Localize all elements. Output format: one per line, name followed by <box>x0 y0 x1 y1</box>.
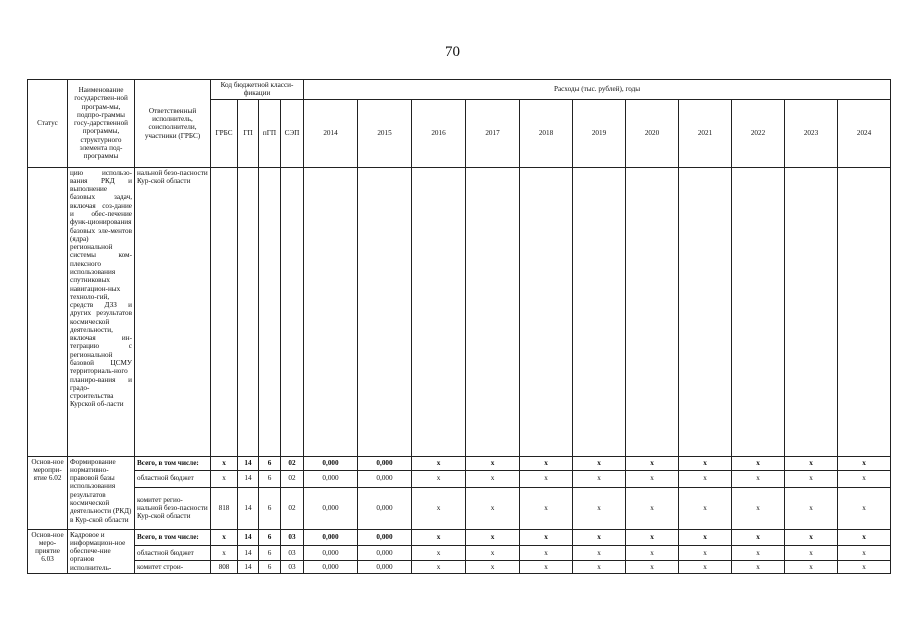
header-code-2: пГП <box>259 99 281 167</box>
row-executor: областной бюджет <box>135 545 211 560</box>
header-year-2014: 2014 <box>304 99 358 167</box>
cell-y2016: x <box>412 456 466 470</box>
event-status: Основ-ное меропри-ятие 6.02 <box>28 456 68 529</box>
cell-y2018: x <box>520 529 573 545</box>
cell-y2024: x <box>838 560 891 573</box>
cell-y2015: 0,000 <box>358 456 412 470</box>
cell-y2024: x <box>838 487 891 529</box>
cell-sep: 03 <box>281 529 304 545</box>
table-row <box>28 456 891 470</box>
cell-y2021: x <box>679 470 732 487</box>
cell-gp: 14 <box>238 529 259 545</box>
row-executor: Всего, в том числе: <box>135 456 211 470</box>
cell-gp: 14 <box>238 456 259 470</box>
header-year-2021: 2021 <box>679 99 732 167</box>
cell-y2019: x <box>573 456 626 470</box>
cell-y2020: x <box>626 487 679 529</box>
header-code-1: ГП <box>238 99 259 167</box>
cell-pgp: 6 <box>259 529 281 545</box>
cell-y2014: 0,000 <box>304 487 358 529</box>
cell-y2022: x <box>732 529 785 545</box>
cell-grbs: x <box>211 456 238 470</box>
cell-y2016: x <box>412 545 466 560</box>
cell-y2023: x <box>785 470 838 487</box>
cell-y2014: 0,000 <box>304 560 358 573</box>
header-year-2015: 2015 <box>358 99 412 167</box>
cell-y2018: x <box>520 470 573 487</box>
cell-y2014: 0,000 <box>304 456 358 470</box>
cell-y2014: 0,000 <box>304 529 358 545</box>
cell-y2020: x <box>626 456 679 470</box>
cell-gp: 14 <box>238 560 259 573</box>
cell-y2016: x <box>412 560 466 573</box>
cell-y2019: x <box>573 560 626 573</box>
cell-y2017: x <box>466 456 520 470</box>
cell-gp: 14 <box>238 545 259 560</box>
continuation-executor: нальной безо-пасности Кур-ской области <box>135 167 211 456</box>
cell-y2021: x <box>679 529 732 545</box>
cell-y2024: x <box>838 470 891 487</box>
cell-y2018: x <box>520 487 573 529</box>
cell-y2023: x <box>785 560 838 573</box>
cell-y2019: x <box>573 487 626 529</box>
header-year-2024: 2024 <box>838 99 891 167</box>
cell-y2019: x <box>573 529 626 545</box>
cell-sep: 02 <box>281 487 304 529</box>
cell-y2017: x <box>466 487 520 529</box>
cell-y2015: 0,000 <box>358 487 412 529</box>
cell-y2015: 0,000 <box>358 529 412 545</box>
cell-y2014: 0,000 <box>304 470 358 487</box>
header-name: Наименование государствен-ной програм-мы, подпро-граммы госу-дарственной программы, структурного элемента под-программы <box>68 80 135 168</box>
cell-y2018: x <box>520 545 573 560</box>
row-executor: Всего, в том числе: <box>135 529 211 545</box>
table-row <box>28 529 891 545</box>
row-executor: комитет регио-нальной безо-пасности Кур-ской области <box>135 487 211 529</box>
event-status: Основ-ное меро-приятие 6.03 <box>28 529 68 573</box>
cell-y2022: x <box>732 560 785 573</box>
cell-sep: 02 <box>281 470 304 487</box>
cell-grbs: 818 <box>211 487 238 529</box>
cell-y2022: x <box>732 487 785 529</box>
continuation-name: цию использо-вания РКД и выполнение базовых задач, включая соз-дание и обес-печение функ-ционирования базовых эле-ментов (ядра) региональной системы ком-плексного использования спутниковых навигацион-ных техноло-гий, средств ДЗЗ и других результатов космической деятельности, включая ин-теграцию с региональной базовой ЦСМУ территориаль-ного планиро-вания и градо-строительства Курской об-ласти <box>68 167 135 456</box>
table-row <box>28 560 891 573</box>
cell-y2016: x <box>412 470 466 487</box>
header-year-2020: 2020 <box>626 99 679 167</box>
budget-table <box>27 79 891 574</box>
cell-grbs: x <box>211 545 238 560</box>
cell-y2022: x <box>732 470 785 487</box>
cell-y2017: x <box>466 470 520 487</box>
table-row <box>28 545 891 560</box>
cell-y2021: x <box>679 456 732 470</box>
cell-y2017: x <box>466 529 520 545</box>
table-row <box>28 487 891 529</box>
cell-grbs: 808 <box>211 560 238 573</box>
cell-grbs: x <box>211 470 238 487</box>
row-executor: комитет строи- <box>135 560 211 573</box>
cell-y2023: x <box>785 545 838 560</box>
cell-y2020: x <box>626 529 679 545</box>
row-executor: областной бюджет <box>135 470 211 487</box>
cell-y2018: x <box>520 560 573 573</box>
header-year-2016: 2016 <box>412 99 466 167</box>
cell-y2021: x <box>679 560 732 573</box>
cell-y2020: x <box>626 545 679 560</box>
cell-y2017: x <box>466 545 520 560</box>
cell-y2024: x <box>838 456 891 470</box>
cell-y2015: 0,000 <box>358 470 412 487</box>
header-year-2018: 2018 <box>520 99 573 167</box>
cell-y2024: x <box>838 529 891 545</box>
cell-y2023: x <box>785 529 838 545</box>
cell-y2014: 0,000 <box>304 545 358 560</box>
header-code-0: ГРБС <box>211 99 238 167</box>
header-year-2022: 2022 <box>732 99 785 167</box>
cell-y2019: x <box>573 470 626 487</box>
cell-sep: 03 <box>281 560 304 573</box>
cell-y2018: x <box>520 456 573 470</box>
cell-sep: 03 <box>281 545 304 560</box>
header-status: Статус <box>28 80 68 168</box>
cell-pgp: 6 <box>259 560 281 573</box>
cell-y2016: x <box>412 529 466 545</box>
cell-y2020: x <box>626 560 679 573</box>
cell-pgp: 6 <box>259 487 281 529</box>
cell-y2015: 0,000 <box>358 560 412 573</box>
cell-y2024: x <box>838 545 891 560</box>
table-row <box>28 470 891 487</box>
cell-pgp: 6 <box>259 470 281 487</box>
cell-y2023: x <box>785 456 838 470</box>
cell-y2023: x <box>785 487 838 529</box>
header-year-2017: 2017 <box>466 99 520 167</box>
cell-pgp: 6 <box>259 545 281 560</box>
header-expenses-group: Расходы (тыс. рублей), годы <box>304 80 891 100</box>
cell-y2021: x <box>679 487 732 529</box>
cell-y2017: x <box>466 560 520 573</box>
header-code-3: СЭП <box>281 99 304 167</box>
page-number: 70 <box>445 44 460 60</box>
event-name: Формирование нормативно-правовой базы использования результатов космической деятельности (РКД) в Кур-ской области <box>68 456 135 529</box>
event-name: Кадровое и информацион-ное обеспече-ние органов исполнитель- <box>68 529 135 573</box>
cell-y2020: x <box>626 470 679 487</box>
cell-sep: 02 <box>281 456 304 470</box>
cell-y2022: x <box>732 456 785 470</box>
cell-grbs: x <box>211 529 238 545</box>
continuation-status <box>28 167 68 456</box>
cell-y2021: x <box>679 545 732 560</box>
header-executor: Ответственный исполнитель, соисполнители, участники (ГРБС) <box>135 80 211 168</box>
header-year-2023: 2023 <box>785 99 838 167</box>
header-year-2019: 2019 <box>573 99 626 167</box>
cell-y2022: x <box>732 545 785 560</box>
cell-y2019: x <box>573 545 626 560</box>
cell-y2015: 0,000 <box>358 545 412 560</box>
cell-gp: 14 <box>238 487 259 529</box>
cell-pgp: 6 <box>259 456 281 470</box>
cell-gp: 14 <box>238 470 259 487</box>
cell-y2016: x <box>412 487 466 529</box>
header-code-group: Код бюджетной класси-фикации <box>211 80 304 100</box>
